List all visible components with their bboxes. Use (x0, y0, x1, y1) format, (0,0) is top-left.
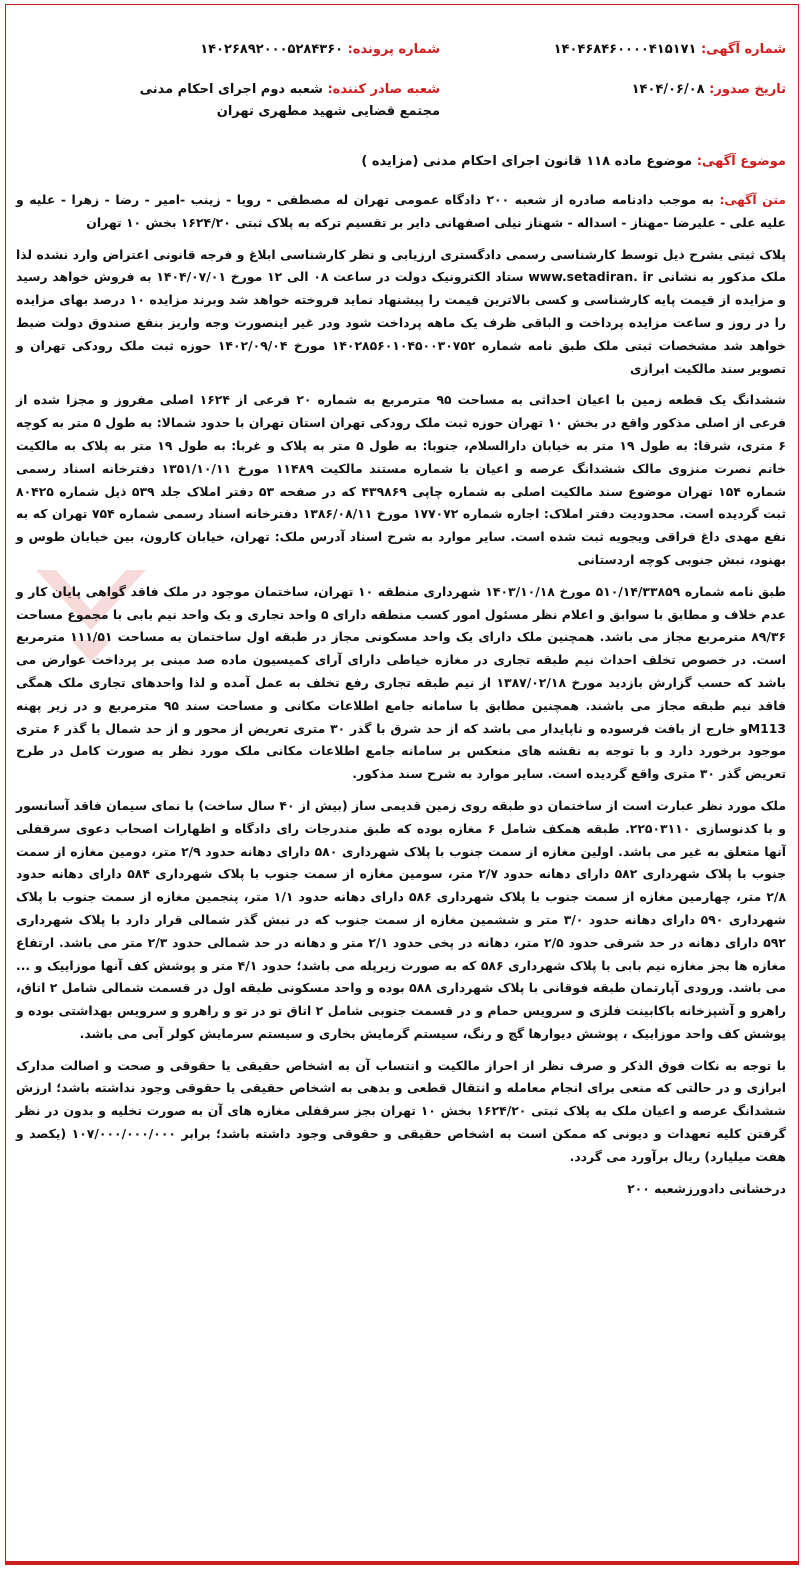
paragraph-municipality: طبق نامه شماره ۵۱۰/۱۴/۳۳۸۵۹ مورخ ۱۴۰۳/۱۰/۱۸ شهرداری منطقه ۱۰ تهران، ساختمان موجود در ملک فاقد گواهی پایان کار و عدم خلاف و مطابق با سوابق و اعلام نظر مسئول امور کسب منطقه دارای ۵ واحد تجاری و یک واحد نیم بابی با مجموع مساحت ۸۹/۳۶ مترمربع مجاز می باشد. همچنین ملک دارای یک واحد مسکونی مجاز در طبقه اول ساختمان به مساحت ۱۱۱/۵۱ مترمربع است. در خصوص تخلف احداث نیم طبقه تجاری در مغازه خیاطی دارای آرای کمیسیون ماده صد مبنی بر پرداخت عوارض می باشد که حسب گزارش بازدید مورخ ۱۳۸۷/۰۲/۱۸ از نیم طبقه تجاری رفع تخلف به عمل آمده و لذا واحدهای تجاری ملک همگی فاقد نیم طبقه مجاز می باشند. همچنین مطابق با سامانه جامع اطلاعات مکانی و مساحت سند ۹۵ مترمربع و در زیر پهنه M113و خارج از بافت فرسوده و ناپایدار می باشد که از حد شرق با گذر ۳۰ متری تعریض از محور و از حد شمال با گذر ۶ متری موجود برخورد دارد و با توجه به نقشه های منعکس بر سامانه جامع اطلاعات مکانی ملک مورد نظر به صورت کامل در طرح تعریض گذر ۳۰ متری واقع گردیده است. سایر موارد به شرح سند مذکور. (16, 583, 787, 782)
case-number-row (200, 41, 440, 59)
subject-label: موضوع آگهی: (696, 154, 786, 169)
issuer-row (110, 79, 440, 123)
paragraph-registration: پلاک ثبتی بشرح ذیل توسط کارشناسی رسمی دادگستری ارزیابی و نظر کارشناسی ابلاغ و فرجه قانونی اعتراض وارد نشده لذا ملک مذکور به نشانی www.setadiran. ir ستاد الکترونیک دولت در ساعت ۰۸ الی ۱۲ مورخ ۱۴۰۴/۰۷/۰۱ به فروش خواهد رسید و مزایده از قیمت پایه کارشناسی و کسی بالاترین قیمت را پیشنهاد نماید فروخته خواهد شد وبرند مزایده ۱۰ درصد بهای مزایده را در روز و ساعت مزایده پرداخت و الباقی ظرف یک ماهه پرداخت شود ودر غیر اینصورت وجه واریز بنفع صندوق دولت ضبط خواهد شد مشخصات ثبتی ملک طبق نامه شماره ۱۴۰۲۸۵۶۰۱۰۴۵۰۰۳۰۷۵۲ مورخ ۱۴۰۲/۰۹/۰۴ حوزه ثبت ملک رودکی تهران و تصویر سند مالکیت ابرازی (16, 246, 786, 376)
notice-intro (16, 189, 786, 235)
auction-notice-page (5, 4, 799, 1565)
case-number-label: شماره پرونده: (347, 42, 440, 57)
subject-row (361, 153, 786, 171)
issue-date-value: ۱۴۰۴/۰۶/۰۸ (631, 82, 705, 97)
issue-date-row (632, 81, 786, 99)
subject-text: موضوع ماده ۱۱۸ قانون اجرای احکام مدنی (مزایده ) (361, 154, 693, 169)
notice-body (16, 189, 786, 1209)
paragraph-building-details: ملک مورد نظر عبارت است از ساختمان دو طبقه روی زمین قدیمی ساز (بیش از ۴۰ سال ساخت) با نمای سیمان فاقد آسانسور و با کدنوسازی ۲۲۵۰۳۱۱۰. طبقه همکف شامل ۶ مغازه بوده که طبق مندرجات رای دادگاه و اظهارات اصحاب دعوی سرقفلی آنها متعلق به غیر می باشد. اولین مغازه از سمت جنوب با پلاک شهرداری ۵۸۰ دارای دهانه حدود ۲/۹ متر، دومین مغازه از سمت جنوب با پلاک شهرداری ۵۸۲ دارای دهانه حدود ۲/۷ متر، سومین مغازه از سمت جنوب با پلاک شهرداری ۵۸۴ دارای دهانه حدود ۲/۸ متر، چهارمین مغازه از سمت جنوب با پلاک شهرداری ۵۸۶ دارای دهانه حدود ۱/۱ متر، پنجمین مغازه از سمت جنوب با پلاک شهرداری ۵۹۰ دارای دهانه حدود ۳/۰ متر و ششمین مغازه از سمت جنوب که در نبش گذر شمالی قرار دارد با پلاک شهرداری ۵۹۲ دارای دهانه در حد شرقی حدود ۲/۵ متر، دهانه در پخی حدود ۲/۱ متر و دهانه در حد شمالی حدود ۲/۳ متر می باشد. ارتفاع مغازه ها بجز مغازه نیم بابی با پلاک شهرداری ۵۸۶ که به صورت زیرپله می باشد؛ حدود ۴/۱ متر و پوشش کف آنها موزاییک و ... می باشد. ورودی آپارتمان طبقه فوقانی با پلاک شهرداری ۵۸۸ بوده و واحد مسکونی طبقه اول در قسمت شمالی شامل ۲ اتاق، راهرو و آشپزخانه باکابینت فلزی و سرویس حمام و در قسمت جنوبی شامل ۲ اتاق تو در تو و راهرو و سرویس بهداشتی بوده و پوشش کف واحد موزاییک ، پوشش دیوارها گچ و رنگ، سیستم گرمایش بخاری و سیستم سرمایش کولر آبی می باشد. (16, 797, 787, 1041)
case-number-value: ۱۴۰۲۶۸۹۲۰۰۰۵۲۸۴۳۶۰ (200, 42, 344, 57)
bottom-border (6, 1561, 798, 1564)
intro-text: به موجب دادنامه صادره از شعبه ۲۰۰ دادگاه عمومی تهران له مصطفی - رویا - زینب -امیر - رضا - زهرا - علیه و علیه علی - علیرضا -مهناز - اسداله - شهناز نیلی اصفهانی دایر بر تقسیم ترکه به پلاک ثبتی ۱۶۲۴/۲۰ بخش ۱۰ تهران (16, 192, 786, 230)
issuer-label: شعبه صادر کننده: (327, 82, 440, 97)
signature: درخشانی دادورزشعبه ۲۰۰ (627, 1180, 786, 1196)
paragraph-valuation: با توجه به نکات فوق الذکر و صرف نظر از احراز مالکیت و انتساب آن به اشخاص حقیقی یا حقوقی و صحت و اصالت مدارک ابرازی و در حالتی که منعی برای انجام معامله و انتقال قطعی و بدهی به اشخاص حقیقی یا حقوقی وجود نداشته باشد؛ ارزش ششدانگ عرصه و اعیان ملک به پلاک ثبتی ۱۶۲۴/۲۰ بخش ۱۰ تهران بجز سرقفلی مغازه های آن به صورت تخلیه و بدون در نظر گرفتن کلیه تعهدات و دیونی که ممکن است به اشخاص حقیقی و حقوقی وجود داشته باشد؛ برابر ۱۰۷/۰۰۰/۰۰۰/۰۰۰ (یکصد و هفت میلیارد) ریال برآورد می گردد. (16, 1057, 787, 1164)
issuer-value: شعبه دوم اجرای احکام مدنی مجتمع قضایی شهید مطهری تهران (139, 82, 440, 119)
body-label: متن آگهی: (719, 192, 786, 207)
issue-date-label: تاریخ صدور: (709, 82, 786, 97)
ad-number-value: ۱۴۰۴۶۸۴۶۰۰۰۰۴۱۵۱۷۱ (553, 42, 697, 57)
paragraph-property-description: ششدانگ یک قطعه زمین با اعیان احداثی به مساحت ۹۵ مترمربع به شماره ۲۰ فرعی از ۱۶۲۴ اصلی مفروز و مجزا شده از فرعی از اصلی مذکور واقع در بخش ۱۰ تهران حوزه ثبت ملک رودکی تهران استان تهران با حدود شمالا: به طول ۵ متر به کوچه ۶ متری، شرقا: به طول ۱۹ متر به خیابان دارالسلام، جنوبا: به طول ۵ متر به پلاک و غربا: به طول ۱۹ متر به پلاک به مالکیت خانم نصرت منزوی مالک ششدانگ عرصه و اعیان با شماره مستند مالکیت ۱۱۴۸۹ مورخ ۱۳۵۱/۱۰/۱۱ دفترخانه اسناد رسمی شماره ۱۵۴ تهران موضوع سند مالکیت اصلی به شماره چاپی ۴۳۹۸۶۹ که در صفحه ۵۳ دفتر املاک جلد ۵۳۹ ذیل شماره ۸۰۴۲۵ ثبت گردیده است. محدودیت دفتر املاک: اجاره شماره ۱۷۷۰۷۲ مورخ ۱۳۸۶/۰۸/۱۱ دفترخانه اسناد رسمی شماره ۷۵۴ تهران که به نفع مهدی داغ فراقی ویجویه ثبت شده است. سایر موارد به شرح اسناد آدرس ملک: تهران، خیابان کارون، بین خیابان طوس و بهنود، نبش جنوبی کوچه اردستانی (16, 392, 787, 567)
ad-number-label: شماره آگهی: (700, 42, 786, 57)
ad-number-row (554, 41, 786, 59)
